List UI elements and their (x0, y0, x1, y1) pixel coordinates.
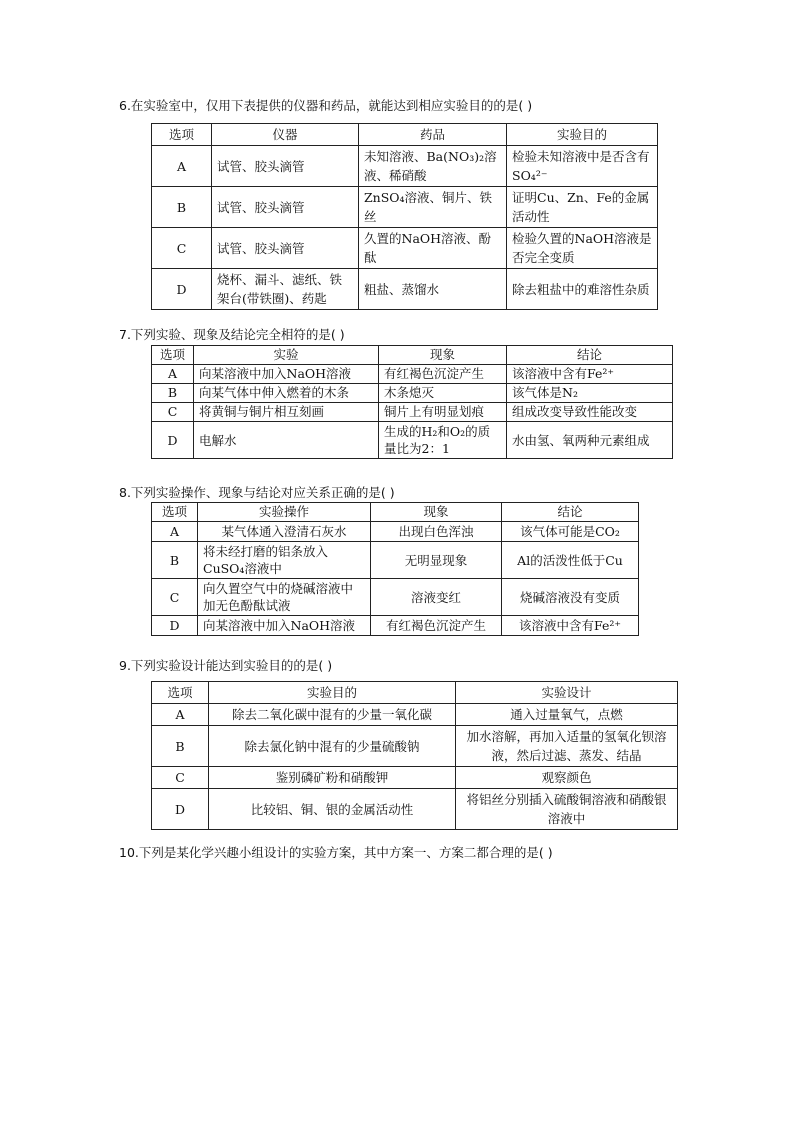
conclusion-cell: 该气体是N₂ (507, 384, 673, 403)
option-cell: D (152, 269, 212, 310)
header-option: 选项 (152, 503, 198, 522)
option-cell: C (152, 403, 194, 422)
table-row (152, 422, 673, 459)
operation-cell: 向久置空气中的烧碱溶液中加无色酚酞试液 (198, 579, 371, 616)
experiment-cell: 电解水 (194, 422, 379, 459)
table-row (152, 403, 673, 422)
table-row (152, 269, 658, 310)
operation-cell: 将未经打磨的铝条放入CuSO₄溶液中 (198, 542, 371, 579)
table-row (152, 146, 658, 187)
header-reagent: 药品 (359, 124, 507, 146)
reagent-cell: 未知溶液、Ba(NO₃)₂溶液、稀硝酸 (359, 146, 507, 187)
header-instrument: 仪器 (212, 124, 359, 146)
option-cell: D (152, 422, 194, 459)
option-cell: D (152, 616, 198, 636)
design-cell: 将铝丝分别插入硫酸铜溶液和硝酸银溶液中 (456, 789, 678, 830)
header-option: 选项 (152, 682, 209, 704)
phenomenon-cell: 出现白色浑浊 (371, 522, 502, 542)
phenomenon-cell: 铜片上有明显划痕 (379, 403, 507, 422)
phenomenon-cell: 生成的H₂和O₂的质量比为2：1 (379, 422, 507, 459)
option-cell: B (152, 542, 198, 579)
table-row (152, 767, 678, 789)
aim-cell: 比较铝、铜、银的金属活动性 (209, 789, 456, 830)
table-row (152, 579, 639, 616)
header-phenomenon: 现象 (379, 346, 507, 365)
conclusion-cell: 水由氢、氧两种元素组成 (507, 422, 673, 459)
table-row (152, 228, 658, 269)
table-header-row (152, 124, 658, 146)
aim-cell: 鉴别磷矿粉和硝酸钾 (209, 767, 456, 789)
question-6-title: 6.在实验室中，仅用下表提供的仪器和药品，就能达到相应实验目的的是( ) (119, 98, 533, 113)
question-10-title: 10.下列是某化学兴趣小组设计的实验方案，其中方案一、方案二都合理的是( ) (119, 845, 553, 860)
question-7-table (151, 345, 673, 459)
table-row (152, 542, 639, 579)
header-conclusion: 结论 (502, 503, 639, 522)
header-design: 实验设计 (456, 682, 678, 704)
reagent-cell: ZnSO₄溶液、铜片、铁丝 (359, 187, 507, 228)
question-8-title: 8.下列实验操作、现象与结论对应关系正确的是( ) (119, 485, 395, 500)
table-header-row (152, 682, 678, 704)
table-row (152, 384, 673, 403)
table-row (152, 187, 658, 228)
aim-cell: 证明Cu、Zn、Fe的金属活动性 (507, 187, 658, 228)
question-9-title: 9.下列实验设计能达到实验目的的是( ) (119, 658, 333, 673)
reagent-cell: 久置的NaOH溶液、酚酞 (359, 228, 507, 269)
table-row (152, 616, 639, 636)
aim-cell: 除去二氧化碳中混有的少量一氧化碳 (209, 704, 456, 726)
experiment-cell: 向某溶液中加入NaOH溶液 (194, 365, 379, 384)
option-cell: A (152, 522, 198, 542)
header-aim: 实验目的 (209, 682, 456, 704)
option-cell: B (152, 384, 194, 403)
phenomenon-cell: 有红褐色沉淀产生 (379, 365, 507, 384)
option-cell: C (152, 579, 198, 616)
header-option: 选项 (152, 124, 212, 146)
conclusion-cell: 组成改变导致性能改变 (507, 403, 673, 422)
question-6-table (151, 123, 658, 310)
phenomenon-cell: 溶液变红 (371, 579, 502, 616)
header-conclusion: 结论 (507, 346, 673, 365)
conclusion-cell: 该溶液中含有Fe²⁺ (502, 616, 639, 636)
question-8-table (151, 502, 639, 636)
conclusion-cell: 该溶液中含有Fe²⁺ (507, 365, 673, 384)
table-header-row (152, 503, 639, 522)
table-row (152, 365, 673, 384)
operation-cell: 某气体通入澄清石灰水 (198, 522, 371, 542)
conclusion-cell: 烧碱溶液没有变质 (502, 579, 639, 616)
aim-cell: 检验久置的NaOH溶液是否完全变质 (507, 228, 658, 269)
option-cell: B (152, 187, 212, 228)
experiment-cell: 将黄铜与铜片相互刻画 (194, 403, 379, 422)
table-row (152, 726, 678, 767)
conclusion-cell: 该气体可能是CO₂ (502, 522, 639, 542)
reagent-cell: 粗盐、蒸馏水 (359, 269, 507, 310)
conclusion-cell: Al的活泼性低于Cu (502, 542, 639, 579)
header-phenomenon: 现象 (371, 503, 502, 522)
option-cell: B (152, 726, 209, 767)
question-7-title: 7.下列实验、现象及结论完全相符的是( ) (119, 327, 345, 342)
aim-cell: 除去氯化钠中混有的少量硫酸钠 (209, 726, 456, 767)
table-row (152, 522, 639, 542)
option-cell: C (152, 767, 209, 789)
design-cell: 观察颜色 (456, 767, 678, 789)
phenomenon-cell: 有红褐色沉淀产生 (371, 616, 502, 636)
header-operation: 实验操作 (198, 503, 371, 522)
experiment-cell: 向某气体中伸入燃着的木条 (194, 384, 379, 403)
instrument-cell: 试管、胶头滴管 (212, 228, 359, 269)
aim-cell: 除去粗盐中的难溶性杂质 (507, 269, 658, 310)
instrument-cell: 试管、胶头滴管 (212, 187, 359, 228)
table-row (152, 789, 678, 830)
table-row (152, 704, 678, 726)
table-header-row (152, 346, 673, 365)
option-cell: A (152, 365, 194, 384)
question-9-table (151, 681, 678, 830)
phenomenon-cell: 无明显现象 (371, 542, 502, 579)
option-cell: A (152, 704, 209, 726)
header-experiment: 实验 (194, 346, 379, 365)
design-cell: 通入过量氧气，点燃 (456, 704, 678, 726)
option-cell: D (152, 789, 209, 830)
operation-cell: 向某溶液中加入NaOH溶液 (198, 616, 371, 636)
header-aim: 实验目的 (507, 124, 658, 146)
design-cell: 加水溶解，再加入适量的氢氧化钡溶液，然后过滤、蒸发、结晶 (456, 726, 678, 767)
header-option: 选项 (152, 346, 194, 365)
phenomenon-cell: 木条熄灭 (379, 384, 507, 403)
option-cell: C (152, 228, 212, 269)
aim-cell: 检验未知溶液中是否含有SO₄²⁻ (507, 146, 658, 187)
instrument-cell: 试管、胶头滴管 (212, 146, 359, 187)
option-cell: A (152, 146, 212, 187)
instrument-cell: 烧杯、漏斗、滤纸、铁架台(带铁圈)、药匙 (212, 269, 359, 310)
